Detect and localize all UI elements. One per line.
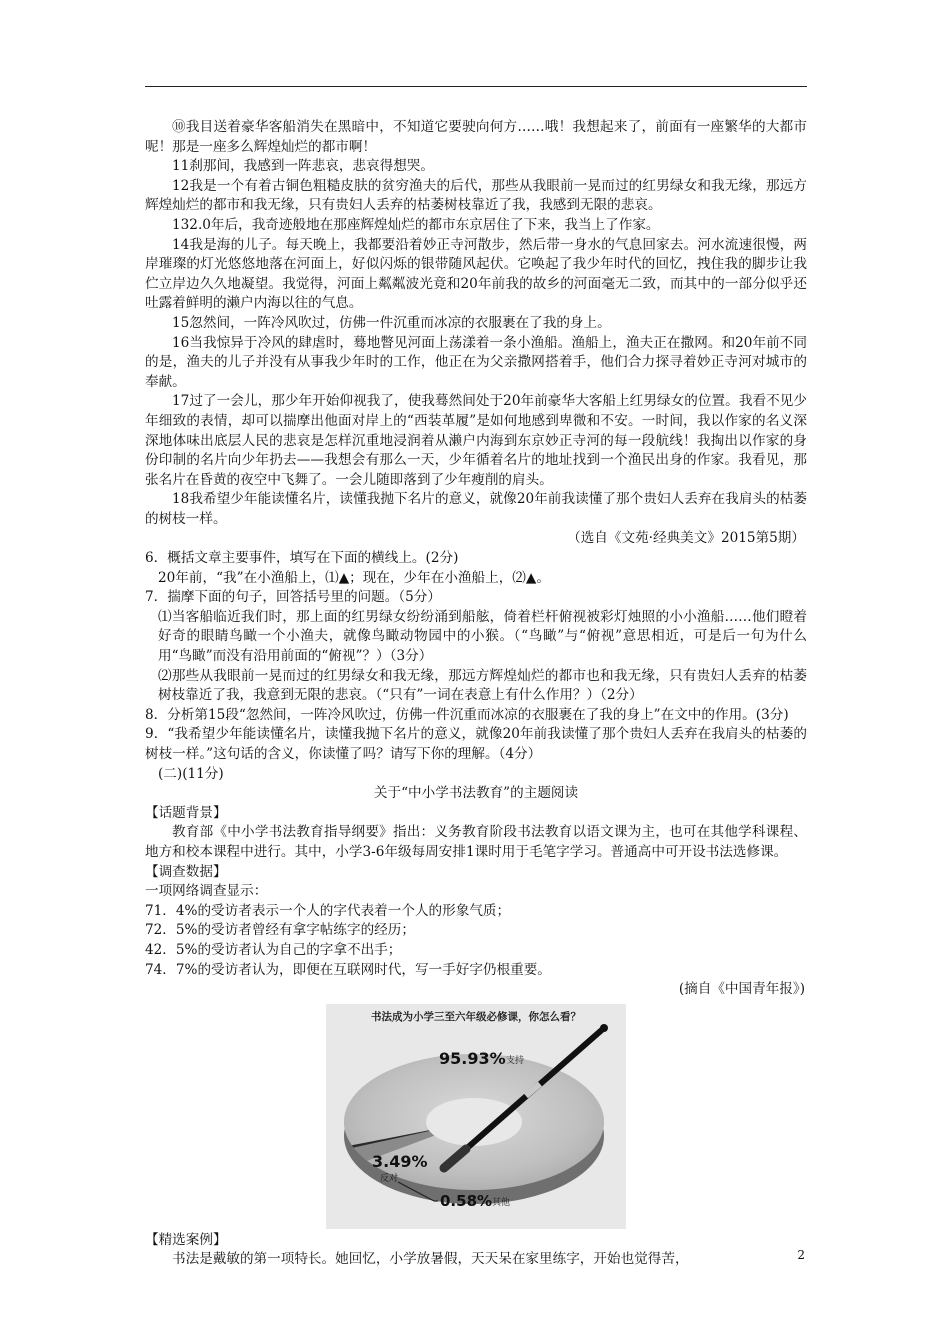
question-7-1: ⑴当客船临近我们时，那上面的红男绿女纷纷涌到船舷，倚着栏杆俯视被彩灯烛照的小小渔船……他们瞪着好奇的眼睛鸟瞰一个小渔夫，就像鸟瞰动物园中的小猴。（“鸟瞰”与“俯视”意思相近，可是后一句为什么用“鸟瞰”而没有沿用前面的“俯视”？）（3分） <box>158 608 807 665</box>
survey-donut-chart <box>326 1004 626 1229</box>
story-paragraph-18: 18我希望少年能读懂名片，读懂我抛下名片的意义，就像20年前我读懂了那个贵妇人丢弃在我肩头的枯萎的树枝一样。 <box>145 491 807 527</box>
page-number: 2 <box>797 1248 805 1262</box>
story-paragraph-16: 16当我惊异于冷风的肆虐时，蓦地瞥见河面上荡漾着一条小渔船。渔船上，渔夫正在撒网。和20年前不同的是，渔夫的儿子并没有从事我少年时的工作，他正在为父亲撒网搭着手，他们合力探寻着妙正寺河对城市的奉献。 <box>145 334 807 390</box>
chart-title: 书法成为小学三至六年级必修课，你怎么看？ <box>371 1010 581 1023</box>
slice-value-other: 0.58% <box>440 1191 493 1210</box>
question-8: 8．分析第15段“忽然间，一阵冷风吹过，仿佛一件沉重而冰凉的衣服裹在了我的身上”在文中的作用。(3分) <box>145 706 789 723</box>
story-paragraph-10: ⑩我目送着豪华客船消失在黑暗中，不知道它要驶向何方……哦！我想起来了，前面有一座繁华的大都市呢！那是一座多么辉煌灿烂的都市啊！ <box>145 119 807 155</box>
data-item: 42．5%的受访者认为自己的字拿不出手； <box>145 941 402 958</box>
question-9: 9．“我希望少年能读懂名片，读懂我抛下名片的意义，就像20年前我读懂了那个贵妇人丢弃在我肩头的枯萎的树枝一样。”这句话的含义，你读懂了吗？请写下你的理解。（4分） <box>145 726 807 762</box>
data-intro: 一项网络调查显示： <box>145 883 268 900</box>
story-paragraph-11: 11刹那间，我感到一阵悲哀，悲哀得想哭。 <box>172 158 434 175</box>
slice-label-oppose: 反对 <box>380 1173 399 1184</box>
section-2-label: (二)(11分) <box>158 765 224 782</box>
question-7: 7．揣摩下面的句子，回答括号里的问题。（5分） <box>145 589 441 606</box>
case-text: 书法是戴敏的第一项特长。她回忆，小学放暑假，天天呆在家里练字，开始也觉得苦， <box>172 1251 689 1268</box>
background-text: 教育部《中小学书法教育指导纲要》指出：义务教育阶段书法教育以语文课为主，也可在其他学科课程、地方和校本课程中进行。其中，小学3-6年级每周安排1课时用于毛笔字学习。普通高中可开设书法选修课。 <box>145 824 807 860</box>
data-item: 72．5%的受访者曾经有拿字帖练字的经历； <box>145 922 415 939</box>
slice-value-oppose: 3.49% <box>372 1151 428 1171</box>
story-paragraph-15: 15忽然间，一阵冷风吹过，仿佛一件沉重而冰凉的衣服裹在了我的身上。 <box>172 314 611 331</box>
section-2-title: 关于“中小学书法教育”的主题阅读 <box>373 785 579 802</box>
question-6: 6．概括文章主要事件，填写在下面的横线上。(2分) <box>145 550 459 567</box>
data-item: 71．4%的受访者表示一个人的字代表着一个人的形象气质； <box>145 902 511 919</box>
background-heading: 【话题背景】 <box>145 804 227 821</box>
story-paragraph-13: 132.0年后，我奇迹般地在那座辉煌灿烂的都市东京居住了下来，我当上了作家。 <box>172 216 660 233</box>
question-6-line: 20年前，“我”在小渔船上，⑴▲；现在，少年在小渔船上，⑵▲。 <box>158 569 550 586</box>
data-item: 74．7%的受访者认为，即便在互联网时代，写一手好字仍根重要。 <box>145 961 551 978</box>
data-heading: 【调查数据】 <box>145 863 227 880</box>
data-source: (摘自《中国青年报》) <box>678 981 805 998</box>
header-rule <box>145 86 807 87</box>
slice-label-support: 支持 <box>506 1055 525 1066</box>
story-paragraph-17: 17过了一会儿，那少年开始仰视我了，使我蓦然间处于20年前豪华大客船上红男绿女的位置。我看不见少年细致的表情，却可以揣摩出他面对岸上的“西装革履”是如何地感到卑微和不安。一时间，我以作家的名义深深地体味出底层人民的悲哀是怎样沉重地浸润着从濑户内海到东京妙正寺河的每一段航线！我掏出以作家的身份印制的名片向少年扔去——我想会有那么一天，少年循着名片的地址找到一个渔民出身的作家。我看见，那张名片在昏黄的夜空中飞舞了。一会儿随即落到了少年瘦削的肩头。 <box>145 393 807 488</box>
story-source: （选自《文苑·经典美文》2015第5期） <box>567 530 805 547</box>
slice-label-other: 其他 <box>492 1197 511 1208</box>
question-7-2: ⑵那些从我眼前一晃而过的红男绿女和我无缘，那远方辉煌灿烂的都市也和我无缘，只有贵妇人丢弃的枯萎树枝靠近了我，我意到无限的悲哀。（“只有”一词在表意上有什么作用？）（2分） <box>158 667 807 704</box>
document-body <box>145 118 807 1270</box>
story-paragraph-12: 12我是一个有着古铜色粗糙皮肤的贫穷渔夫的后代，那些从我眼前一晃而过的红男绿女和我无缘，那远方辉煌灿烂的都市和我无缘，只有贵妇人丢弃的枯萎树枝靠近了我，我感到无限的悲哀。 <box>145 177 807 214</box>
slice-value-support: 95.93% <box>439 1048 506 1068</box>
story-paragraph-14: 14我是海的儿子。每天晚上，我都要沿着妙正寺河散步，然后带一身水的气息回家去。河水流速很慢，两岸璀璨的灯光悠悠地落在河面上，好似闪烁的银带随风起伏。它唤起了我少年时代的回忆，拽住我的脚步让我伫立岸边久久地凝望。我觉得，河面上粼粼波光竟和20年前我的故乡的河面毫无二致，而其中的一部分似乎还吐露着鲜明的濑户内海以往的气息。 <box>145 236 807 312</box>
case-heading: 【精选案例】 <box>145 1231 227 1248</box>
chart-svg <box>326 1004 626 1229</box>
